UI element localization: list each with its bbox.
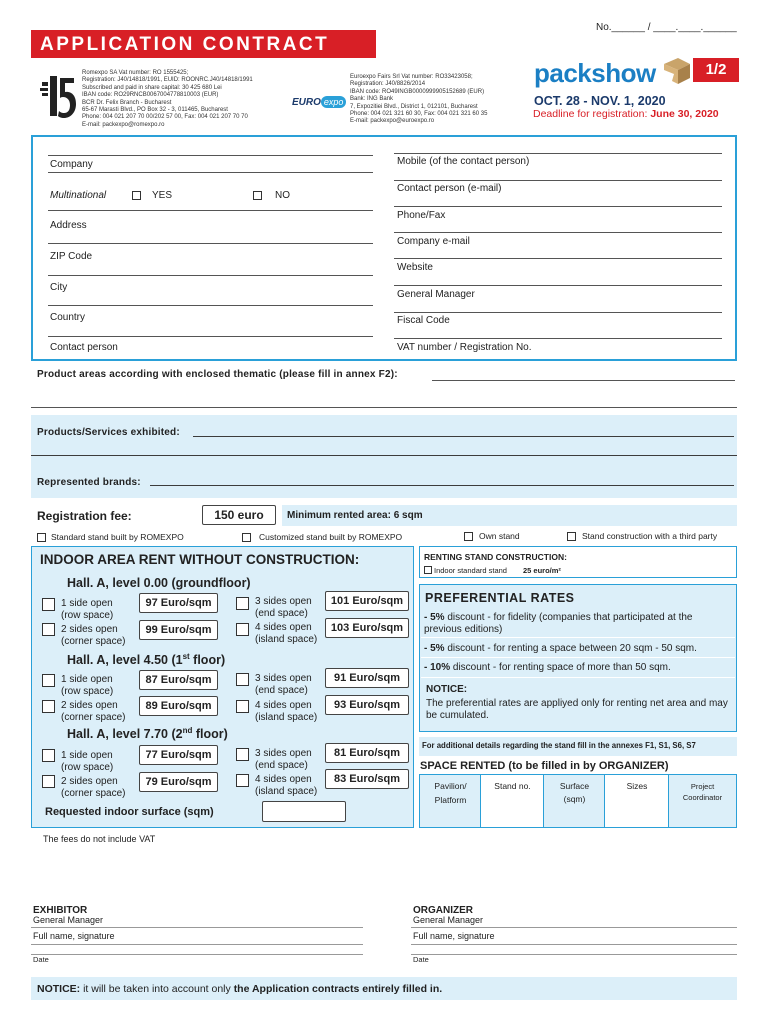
products-services-field[interactable] <box>193 436 734 437</box>
hall3-row-label <box>61 750 113 774</box>
page-indicator <box>693 58 739 82</box>
third-party-stand-label: Stand construction with a third party <box>582 531 718 541</box>
general-manager-label: General Manager <box>397 289 475 300</box>
hall1-row-line2: (row space) <box>61 610 114 621</box>
company-field-line-top <box>48 155 373 156</box>
multinational-no-checkbox[interactable] <box>253 191 262 200</box>
hall1-corner-line2: (corner space) <box>61 636 126 647</box>
hall3-end-price: 81 Euro/sqm <box>325 743 409 763</box>
hall-second-floor-title <box>67 726 228 741</box>
space-header-stand: Stand no. <box>494 781 531 791</box>
contact-email-label: Contact person (e-mail) <box>397 183 502 194</box>
hall1-corner-checkbox[interactable] <box>42 623 55 636</box>
hall1-row-price: 97 Euro/sqm <box>139 593 218 613</box>
euroexpo-info-line: 7, Expozitiei Blvd., District 1, 012101, Bucharest <box>350 103 478 110</box>
hall3-end-checkbox[interactable] <box>236 748 249 761</box>
hall3-row-line1: 1 side open <box>61 750 113 761</box>
fiscal-code-label: Fiscal Code <box>397 315 450 326</box>
city-label: City <box>50 282 68 293</box>
euroexpo-logo-expo: expo <box>321 96 347 108</box>
contract-number[interactable]: No.______ / ____.____.______ <box>596 22 737 33</box>
deadline <box>533 108 719 120</box>
preferential-notice-title: NOTICE: <box>426 684 468 695</box>
indoor-standard-price: 25 euro/m² <box>523 566 561 575</box>
registration-fee-value <box>202 505 276 525</box>
hall2-end-line1: 3 sides open <box>255 673 312 684</box>
space-header-surface-a: Surface <box>559 781 590 791</box>
deadline-label: Deadline for registration: <box>533 108 648 120</box>
company-email-label: Company e-mail <box>397 236 470 247</box>
own-stand-label: Own stand <box>479 531 520 541</box>
customized-stand-label: Customized stand built by ROMEXPO <box>259 532 403 542</box>
address-field[interactable] <box>48 243 373 244</box>
footer-notice <box>37 983 442 995</box>
additional-details-text: For additional details regarding the stand fill in the annexes F1, S1, S6, S7 <box>422 741 696 750</box>
romexpo-info-line: Subscribed and paid in share capital: 30 425 680 Lei <box>82 84 222 91</box>
zip-label: ZIP Code <box>50 251 93 262</box>
standard-stand-label: Standard stand built by ROMEXPO <box>51 532 184 542</box>
indoor-standard-label: Indoor standard stand <box>434 566 507 575</box>
hall2-island-line1: 4 sides open <box>255 700 312 711</box>
hall2-row-checkbox[interactable] <box>42 674 55 687</box>
company-email-field[interactable] <box>394 258 722 259</box>
preferential-item-1-percent: - 5% <box>424 612 445 623</box>
romexpo-info-line: 65-67 Marasti Blvd., PO Box 32 - 3, 011465, Bucharest <box>82 107 228 114</box>
hall1-corner-label <box>61 624 125 648</box>
hall2-end-price: 91 Euro/sqm <box>325 668 409 688</box>
space-header-surface <box>544 781 605 805</box>
hall1-end-label <box>255 596 312 620</box>
hall2-island-price: 93 Euro/sqm <box>325 695 409 715</box>
preferential-item-3-text: discount - for renting space of more than 50 sqm. <box>450 662 671 673</box>
mobile-label: Mobile (of the contact person) <box>397 156 530 167</box>
organizer-title: ORGANIZER <box>413 905 473 916</box>
company-field[interactable] <box>48 172 373 173</box>
preferential-divider-3 <box>421 677 735 678</box>
hall-groundfloor-title: Hall. A, level 0.00 (groundfloor) <box>67 576 251 590</box>
registration-fee-amount: 150 euro <box>214 508 264 522</box>
organizer-role-line[interactable] <box>411 927 737 928</box>
romexpo-info-line: Registration: J40/14818/1991, EUID: ROONRC.J40/14818/1991 <box>82 77 253 84</box>
space-header-pavilion-a: Pavilion/ <box>434 781 467 791</box>
hall2-corner-checkbox[interactable] <box>42 700 55 713</box>
euroexpo-logo-euro: EURO <box>292 97 321 108</box>
hall2-name-end: floor) <box>189 653 226 668</box>
multinational-yes-label: YES <box>152 190 173 201</box>
space-rented-title: SPACE RENTED (to be filled in by ORGANIZER) <box>420 760 669 772</box>
brands-field[interactable] <box>150 485 734 486</box>
euroexpo-logo <box>292 92 348 110</box>
preferential-rates-title: PREFERENTIAL RATES <box>425 591 575 605</box>
hall1-island-line1: 4 sides open <box>255 622 312 633</box>
hall3-sup: nd <box>182 726 193 735</box>
hall3-island-line1: 4 sides open <box>255 774 312 785</box>
products-services-label: Products/Services exhibited: <box>37 427 180 438</box>
vat-note: The fees do not include VAT <box>43 834 156 844</box>
hall2-corner-line2: (corner space) <box>61 712 126 723</box>
multinational-line <box>48 210 373 211</box>
multinational-no-label: NO <box>275 190 290 201</box>
hall2-sup: st <box>182 652 190 661</box>
euroexpo-info <box>350 74 520 126</box>
space-rented-table <box>419 774 737 828</box>
exhibitor-title: EXHIBITOR <box>33 905 88 916</box>
hall1-corner-line1: 2 sides open <box>61 624 118 635</box>
hall1-end-price: 101 Euro/sqm <box>325 591 409 611</box>
hall3-island-line2: (island space) <box>255 786 318 797</box>
fiscal-code-field[interactable] <box>394 338 722 339</box>
mobile-field[interactable] <box>394 180 722 181</box>
hall2-name: Hall. A, level 4.50 (1 <box>67 653 183 668</box>
hall1-row-label <box>61 598 113 622</box>
space-header-coordinator-b: Coordinator <box>682 793 723 802</box>
euroexpo-info-line: Registration: J40/8826/2014 <box>350 81 426 88</box>
organizer-signature-line[interactable] <box>411 944 737 945</box>
preferential-divider-1 <box>421 637 735 638</box>
hall1-end-checkbox[interactable] <box>236 597 249 610</box>
preferential-notice-text: The preferential rates are appliyed only for renting net area and may be cumulated. <box>426 698 728 721</box>
own-stand-checkbox[interactable] <box>464 532 473 541</box>
address-label: Address <box>50 220 87 231</box>
romexpo-info <box>82 70 292 129</box>
romexpo-logo <box>40 74 78 120</box>
hall2-end-line2: (end space) <box>255 685 308 696</box>
country-label: Country <box>50 312 86 323</box>
hall3-corner-label <box>61 776 125 800</box>
hall2-island-checkbox[interactable] <box>236 700 249 713</box>
hall2-corner-label <box>61 700 125 724</box>
preferential-item-1 <box>424 612 732 636</box>
standard-stand-checkbox[interactable] <box>37 533 46 542</box>
event-dates: OCT. 28 - NOV. 1, 2020 <box>534 94 666 108</box>
romexpo-info-line: Romexpo SA Vat number: RO 1555425; <box>82 70 189 76</box>
brands-label: Represented brands: <box>37 477 141 488</box>
organizer-date-line[interactable] <box>411 954 737 955</box>
hall2-row-line2: (row space) <box>61 686 114 697</box>
space-header-coordinator-a: Project <box>690 782 715 791</box>
hall1-island-line2: (island space) <box>255 634 318 645</box>
products-services-field-2[interactable] <box>31 455 737 456</box>
hall1-row-checkbox[interactable] <box>42 598 55 611</box>
hall2-end-checkbox[interactable] <box>236 673 249 686</box>
romexpo-info-line: E-mail: packexpo@romexpo.ro <box>82 121 165 128</box>
general-manager-field[interactable] <box>394 312 722 313</box>
title-banner <box>31 30 376 58</box>
footer-notice-end: the Application contracts entirely filled in. <box>233 983 443 995</box>
hall2-corner-price: 89 Euro/sqm <box>139 696 218 716</box>
customized-stand-checkbox[interactable] <box>242 533 251 542</box>
romexpo-info-line: Phone: 004 021 207 70 00/202 57 00, Fax: 004 021 207 70 70 <box>82 114 248 121</box>
phone-fax-field[interactable] <box>394 232 722 233</box>
requested-surface-label: Requested indoor surface (sqm) <box>45 806 214 818</box>
registration-fee-label: Registration fee: <box>37 509 132 523</box>
product-areas-field-2[interactable] <box>31 407 737 408</box>
hall2-island-label <box>255 700 317 724</box>
hall2-row-label <box>61 674 113 698</box>
hall2-island-line2: (island space) <box>255 712 318 723</box>
website-field[interactable] <box>394 285 722 286</box>
euroexpo-info-line: E-mail: packexpo@euroexpo.ro <box>350 118 435 125</box>
vat-number-label: VAT number / Registration No. <box>397 342 532 353</box>
hall2-corner-line1: 2 sides open <box>61 700 118 711</box>
hall3-corner-line2: (corner space) <box>61 788 126 799</box>
space-header-surface-b: (sqm) <box>563 794 586 804</box>
requested-surface-input[interactable] <box>262 801 346 822</box>
country-field[interactable] <box>48 336 373 337</box>
euroexpo-info-line: Phone: 004 021 321 60 30, Fax: 004 021 321 60 35 <box>350 111 488 118</box>
packshow-box-icon <box>660 54 692 86</box>
hall3-island-checkbox[interactable] <box>236 774 249 787</box>
footer-notice-bold: NOTICE: <box>37 983 81 995</box>
mobile-line-top <box>394 153 722 154</box>
hall3-island-label <box>255 774 317 798</box>
exhibitor-signature-label: Full name, signature <box>33 931 115 941</box>
indoor-area-title: INDOOR AREA RENT WITHOUT CONSTRUCTION: <box>40 552 360 567</box>
exhibitor-signature-line[interactable] <box>31 944 363 945</box>
hall3-name-end: floor) <box>192 727 228 742</box>
renting-construction-title: RENTING STAND CONSTRUCTION: <box>424 552 567 562</box>
hall2-row-price: 87 Euro/sqm <box>139 670 218 690</box>
website-label: Website <box>397 262 433 273</box>
hall3-end-line2: (end space) <box>255 760 308 771</box>
hall3-end-label <box>255 748 312 772</box>
preferential-divider-2 <box>421 657 735 658</box>
preferential-item-2 <box>424 643 732 654</box>
preferential-item-2-percent: - 5% <box>424 643 445 654</box>
preferential-item-3 <box>424 662 732 673</box>
hall3-name: Hall. A, level 7.70 (2 <box>67 727 183 742</box>
hall-first-floor-title <box>67 652 225 667</box>
hall1-row-line1: 1 side open <box>61 598 113 609</box>
hall3-corner-price: 79 Euro/sqm <box>139 772 218 792</box>
company-label: Company <box>50 159 93 170</box>
hall3-end-line1: 3 sides open <box>255 748 312 759</box>
euroexpo-info-line: IBAN code: RO49INGB0000999905152689 (EUR) <box>350 88 485 95</box>
product-areas-field[interactable] <box>432 380 735 381</box>
company-form-box <box>31 135 737 361</box>
preferential-item-3-percent: - 10% <box>424 662 451 673</box>
organizer-signature-label: Full name, signature <box>413 931 495 941</box>
space-header-pavilion-b: Platform <box>434 795 467 805</box>
minimum-area-label: Minimum rented area: 6 sqm <box>287 510 423 521</box>
city-field[interactable] <box>48 305 373 306</box>
deadline-value: June 30, 2020 <box>650 108 719 120</box>
packshow-logo-text: packshow <box>534 58 656 88</box>
hall1-end-line1: 3 sides open <box>255 596 312 607</box>
product-areas-label: Product areas according with enclosed thematic (please fill in annex F2): <box>37 369 398 380</box>
phone-fax-label: Phone/Fax <box>397 210 446 221</box>
hall1-end-line2: (end space) <box>255 608 308 619</box>
hall3-corner-checkbox[interactable] <box>42 775 55 788</box>
euroexpo-info-line: Euroexpo Fairs Srl Vat number: RO33423058; <box>350 74 473 80</box>
organizer-role: General Manager <box>413 915 484 925</box>
hall3-row-price: 77 Euro/sqm <box>139 745 218 765</box>
contact-person-label: Contact person <box>50 342 118 353</box>
third-party-stand-checkbox[interactable] <box>567 532 576 541</box>
exhibitor-date-label: Date <box>33 955 49 964</box>
hall3-corner-line1: 2 sides open <box>61 776 118 787</box>
exhibitor-date-line[interactable] <box>31 954 363 955</box>
hall3-row-line2: (row space) <box>61 762 114 773</box>
hall2-row-line1: 1 side open <box>61 674 113 685</box>
multinational-label: Multinational <box>50 190 107 201</box>
hall2-end-label <box>255 673 312 697</box>
space-header-pavilion <box>420 781 481 806</box>
romexpo-info-line: BCR Dr. Felix Branch - Bucharest <box>82 99 172 106</box>
euroexpo-info-line: Bank: ING Bank <box>350 96 394 103</box>
hall3-row-checkbox[interactable] <box>42 749 55 762</box>
organizer-date-label: Date <box>413 955 429 964</box>
hall3-island-price: 83 Euro/sqm <box>325 769 409 789</box>
romexpo-info-line: IBAN code: RO29RNCB0067004778810003 (EUR) <box>82 92 219 99</box>
packshow-logo <box>534 58 694 92</box>
hall1-island-price: 103 Euro/sqm <box>325 618 409 638</box>
space-header-sizes: Sizes <box>626 781 648 791</box>
preferential-item-2-text: discount - for renting a space between 20 sqm - 50 sqm. <box>444 643 697 654</box>
exhibitor-role-line[interactable] <box>31 927 363 928</box>
hall1-corner-price: 99 Euro/sqm <box>139 620 218 640</box>
hall1-island-checkbox[interactable] <box>236 623 249 636</box>
footer-notice-text: it will be taken into account only <box>80 983 234 995</box>
page-indicator-text: 1/2 <box>705 61 727 78</box>
zip-field[interactable] <box>48 275 373 276</box>
preferential-item-1-text: discount - for fidelity (companies that participated at the previous editions) <box>424 612 693 635</box>
multinational-yes-checkbox[interactable] <box>132 191 141 200</box>
contact-email-field[interactable] <box>394 206 722 207</box>
space-header-coordinator <box>669 781 736 803</box>
indoor-standard-checkbox[interactable] <box>424 566 432 574</box>
hall1-island-label <box>255 622 317 646</box>
page-title: APPLICATION CONTRACT <box>40 34 330 55</box>
exhibitor-role: General Manager <box>33 915 104 925</box>
